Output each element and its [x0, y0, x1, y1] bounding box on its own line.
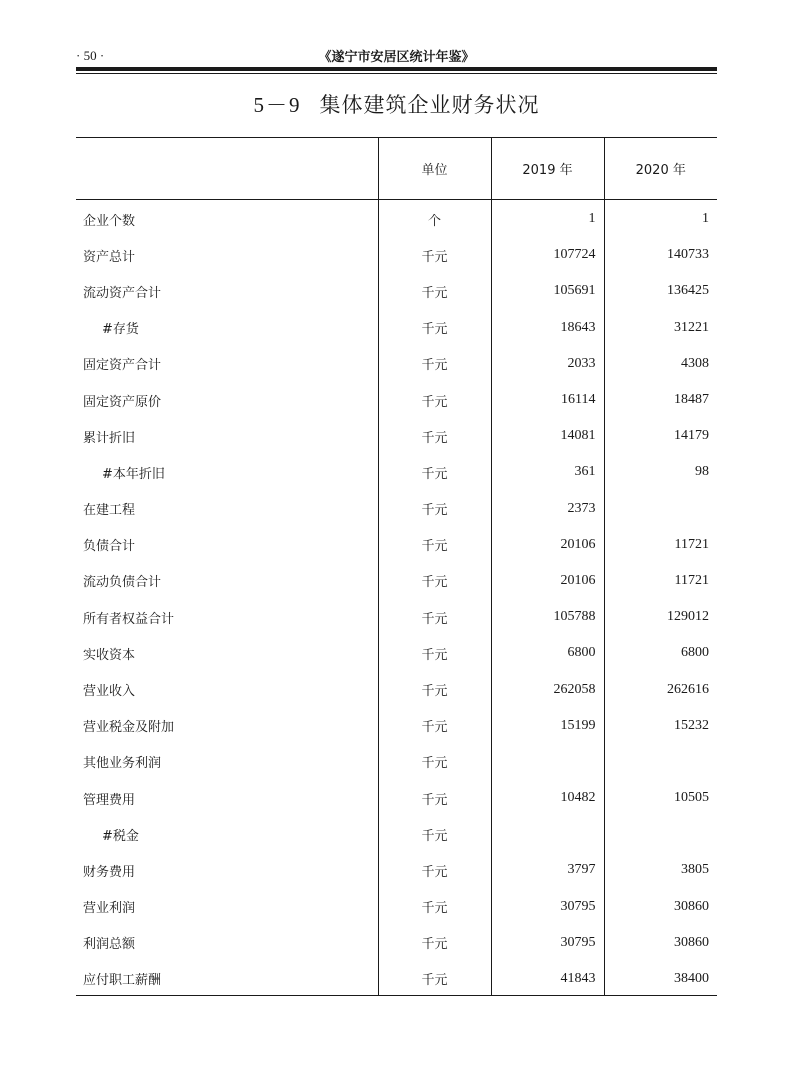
row-value-2020: 129012 — [604, 598, 717, 634]
row-value-2019: 10482 — [491, 779, 604, 815]
column-header-unit: 单位 — [378, 138, 491, 200]
table-row — [76, 887, 717, 923]
row-value-2019: 20106 — [491, 525, 604, 561]
table-number: 5－9 — [253, 93, 302, 117]
table-body — [76, 200, 717, 996]
column-header-2020: 2020 年 — [604, 138, 717, 200]
row-value-2019: 361 — [491, 453, 604, 489]
row-value-2019: 6800 — [491, 634, 604, 670]
row-value-2019 — [491, 742, 604, 778]
row-unit: 千元 — [378, 380, 491, 416]
table-row — [76, 380, 717, 416]
table-title — [76, 89, 717, 119]
table-row — [76, 851, 717, 887]
row-label: 所有者权益合计 — [83, 611, 175, 627]
row-value-2019: 30795 — [491, 923, 604, 959]
row-value-2020: 38400 — [604, 959, 717, 995]
row-unit: 千元 — [378, 598, 491, 634]
row-label: 流动资产合计 — [83, 285, 162, 301]
row-value-2020: 262616 — [604, 670, 717, 706]
row-label: 其他业务利润 — [83, 756, 162, 772]
row-value-2019 — [491, 815, 604, 851]
row-value-2020: 11721 — [604, 525, 717, 561]
row-value-2020 — [604, 742, 717, 778]
finance-table — [76, 137, 717, 996]
row-unit: 千元 — [378, 417, 491, 453]
table-row — [76, 670, 717, 706]
table-row — [76, 308, 717, 344]
row-value-2019: 18643 — [491, 308, 604, 344]
table-header-row — [76, 138, 717, 200]
row-value-2020: 10505 — [604, 779, 717, 815]
table-row — [76, 561, 717, 597]
row-value-2019: 16114 — [491, 380, 604, 416]
row-unit: 千元 — [378, 742, 491, 778]
row-unit: 千元 — [378, 670, 491, 706]
table-row — [76, 706, 717, 742]
table-row — [76, 815, 717, 851]
row-label: 营业税金及附加 — [83, 720, 175, 736]
row-value-2020: 11721 — [604, 561, 717, 597]
row-value-2020: 15232 — [604, 706, 717, 742]
row-value-2019: 107724 — [491, 236, 604, 272]
row-unit: 千元 — [378, 706, 491, 742]
row-label: 应付职工薪酬 — [76, 959, 378, 995]
row-label: 累计折旧 — [83, 430, 136, 446]
row-value-2020: 30860 — [604, 887, 717, 923]
row-label: #税金 — [102, 828, 139, 844]
row-unit: 个 — [378, 200, 491, 236]
row-label: 在建工程 — [83, 503, 136, 519]
row-unit: 千元 — [378, 344, 491, 380]
row-label: 管理费用 — [83, 792, 136, 808]
row-value-2020 — [604, 489, 717, 525]
row-value-2019: 30795 — [491, 887, 604, 923]
row-unit: 千元 — [378, 561, 491, 597]
row-label: #存货 — [102, 322, 139, 338]
row-unit: 千元 — [378, 887, 491, 923]
row-value-2019: 3797 — [491, 851, 604, 887]
row-value-2020: 136425 — [604, 272, 717, 308]
row-label: 利润总额 — [83, 937, 136, 953]
row-value-2020: 98 — [604, 453, 717, 489]
row-value-2019: 1 — [491, 200, 604, 236]
row-label: 营业收入 — [83, 684, 136, 700]
table-row — [76, 959, 717, 995]
row-unit: 千元 — [378, 815, 491, 851]
page-number: · 50 · — [76, 48, 105, 63]
row-unit: 千元 — [378, 851, 491, 887]
row-value-2020: 31221 — [604, 308, 717, 344]
row-value-2020: 3805 — [604, 851, 717, 887]
table-row — [76, 272, 717, 308]
row-value-2020: 1 — [604, 200, 717, 236]
table-row — [76, 598, 717, 634]
row-value-2020: 4308 — [604, 344, 717, 380]
row-value-2020: 30860 — [604, 923, 717, 959]
row-label: 资产总计 — [83, 249, 136, 265]
row-value-2019: 2033 — [491, 344, 604, 380]
row-value-2019: 41843 — [491, 959, 604, 995]
row-value-2019: 2373 — [491, 489, 604, 525]
row-label: 流动负债合计 — [83, 575, 162, 591]
table-row — [76, 489, 717, 525]
row-value-2020: 140733 — [604, 236, 717, 272]
table-row — [76, 417, 717, 453]
row-unit: 千元 — [378, 923, 491, 959]
row-label: #本年折旧 — [102, 466, 165, 482]
page-header — [76, 46, 717, 66]
row-unit: 千元 — [378, 308, 491, 344]
row-label: 财务费用 — [83, 864, 136, 880]
row-value-2019: 14081 — [491, 417, 604, 453]
column-header-2019: 2019 年 — [491, 138, 604, 200]
row-value-2019: 15199 — [491, 706, 604, 742]
header-rule-thick — [76, 67, 717, 71]
row-value-2019: 105788 — [491, 598, 604, 634]
row-value-2019: 262058 — [491, 670, 604, 706]
row-unit: 千元 — [378, 272, 491, 308]
row-unit: 千元 — [378, 634, 491, 670]
row-unit: 千元 — [378, 453, 491, 489]
table-row — [76, 634, 717, 670]
row-value-2019: 105691 — [491, 272, 604, 308]
table-row — [76, 742, 717, 778]
table-row — [76, 453, 717, 489]
row-unit: 千元 — [378, 525, 491, 561]
row-unit: 千元 — [378, 236, 491, 272]
row-label: 营业利润 — [83, 901, 136, 917]
table-row — [76, 236, 717, 272]
book-title: 《遂宁市安居区统计年鉴》 — [318, 50, 475, 65]
row-label: 固定资产原价 — [83, 394, 162, 410]
row-label: 负债合计 — [83, 539, 136, 555]
table-row — [76, 525, 717, 561]
row-value-2020: 6800 — [604, 634, 717, 670]
row-value-2020 — [604, 815, 717, 851]
table-row — [76, 200, 717, 236]
row-unit: 千元 — [378, 959, 491, 995]
row-label: 固定资产合计 — [83, 358, 162, 374]
table-title-text: 集体建筑企业财务状况 — [319, 93, 540, 117]
column-header-item — [76, 138, 378, 200]
header-rule-thin — [76, 73, 717, 74]
row-unit: 千元 — [378, 779, 491, 815]
row-label: 实收资本 — [83, 647, 136, 663]
table-row — [76, 923, 717, 959]
row-label: 企业个数 — [83, 213, 136, 229]
table-row — [76, 779, 717, 815]
row-value-2020: 14179 — [604, 417, 717, 453]
row-unit: 千元 — [378, 489, 491, 525]
row-value-2019: 20106 — [491, 561, 604, 597]
table-row — [76, 344, 717, 380]
row-value-2020: 18487 — [604, 380, 717, 416]
